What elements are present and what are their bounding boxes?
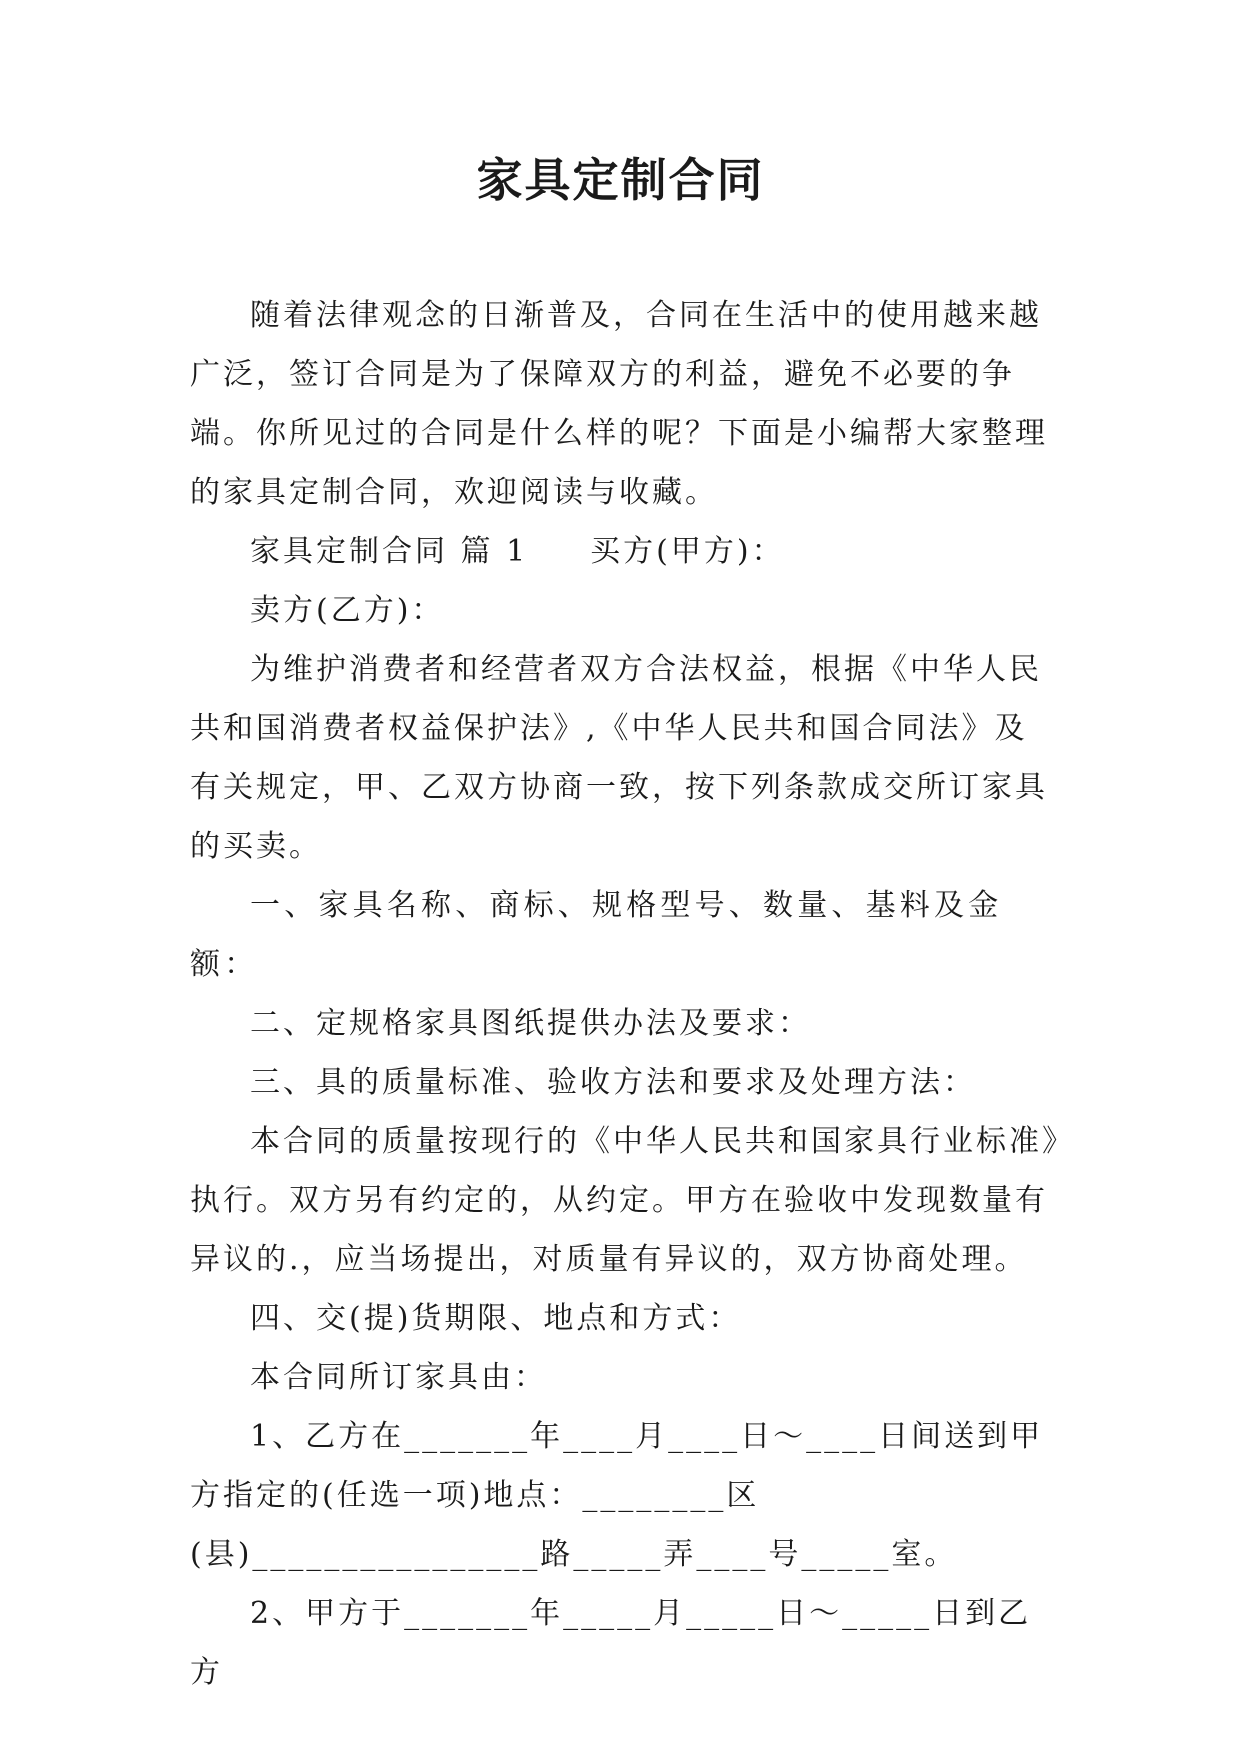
document-body bbox=[190, 286, 1060, 1702]
delivery-option-1: 1、乙方在_______年____月____日～____日间送到甲方指定的(任选一项)地点：________区(县)________________路_____弄____号_____室。 bbox=[190, 1419, 1044, 1572]
quality-paragraph: 本合同的质量按现行的《中华人民共和国家具行业标准》执行。双方另有约定的，从约定。甲方在验收中发现数量有异议的.，应当场提出，对质量有异议的，双方协商处理。 bbox=[190, 1124, 1060, 1277]
clause-4-heading: 四、交(提)货期限、地点和方式： bbox=[250, 1301, 742, 1336]
section-heading: 家具定制合同 篇 1 bbox=[250, 534, 529, 569]
document-title: 家具定制合同 bbox=[476, 153, 765, 207]
buyer-label: 买方(甲方)： bbox=[590, 534, 785, 569]
preamble-paragraph: 为维护消费者和经营者双方合法权益，根据《中华人民共和国消费者权益保护法》,《中华人民共和国合同法》及有关规定，甲、乙双方协商一致，按下列条款成交所订家具的买卖。 bbox=[190, 652, 1048, 864]
intro-paragraph: 随着法律观念的日渐普及，合同在生活中的使用越来越广泛，签订合同是为了保障双方的利益，避免不必要的争端。你所见过的合同是什么样的呢？下面是小编帮大家整理的家具定制合同，欢迎阅读与收藏。 bbox=[190, 298, 1048, 510]
delivery-option-2: 2、甲方于_______年_____月_____日～_____日到乙方 bbox=[190, 1596, 1032, 1690]
clause-2-heading: 二、定规格家具图纸提供办法及要求： bbox=[250, 1006, 811, 1041]
seller-label: 卖方(乙方)： bbox=[250, 593, 445, 628]
clause-3-heading: 三、具的质量标准、验收方法和要求及处理方法： bbox=[250, 1065, 976, 1100]
section-heading-line bbox=[190, 522, 1060, 581]
clause-1-heading: 一、家具名称、商标、规格型号、数量、基料及金额： bbox=[190, 888, 1003, 982]
delivery-intro: 本合同所订家具由： bbox=[250, 1360, 547, 1395]
